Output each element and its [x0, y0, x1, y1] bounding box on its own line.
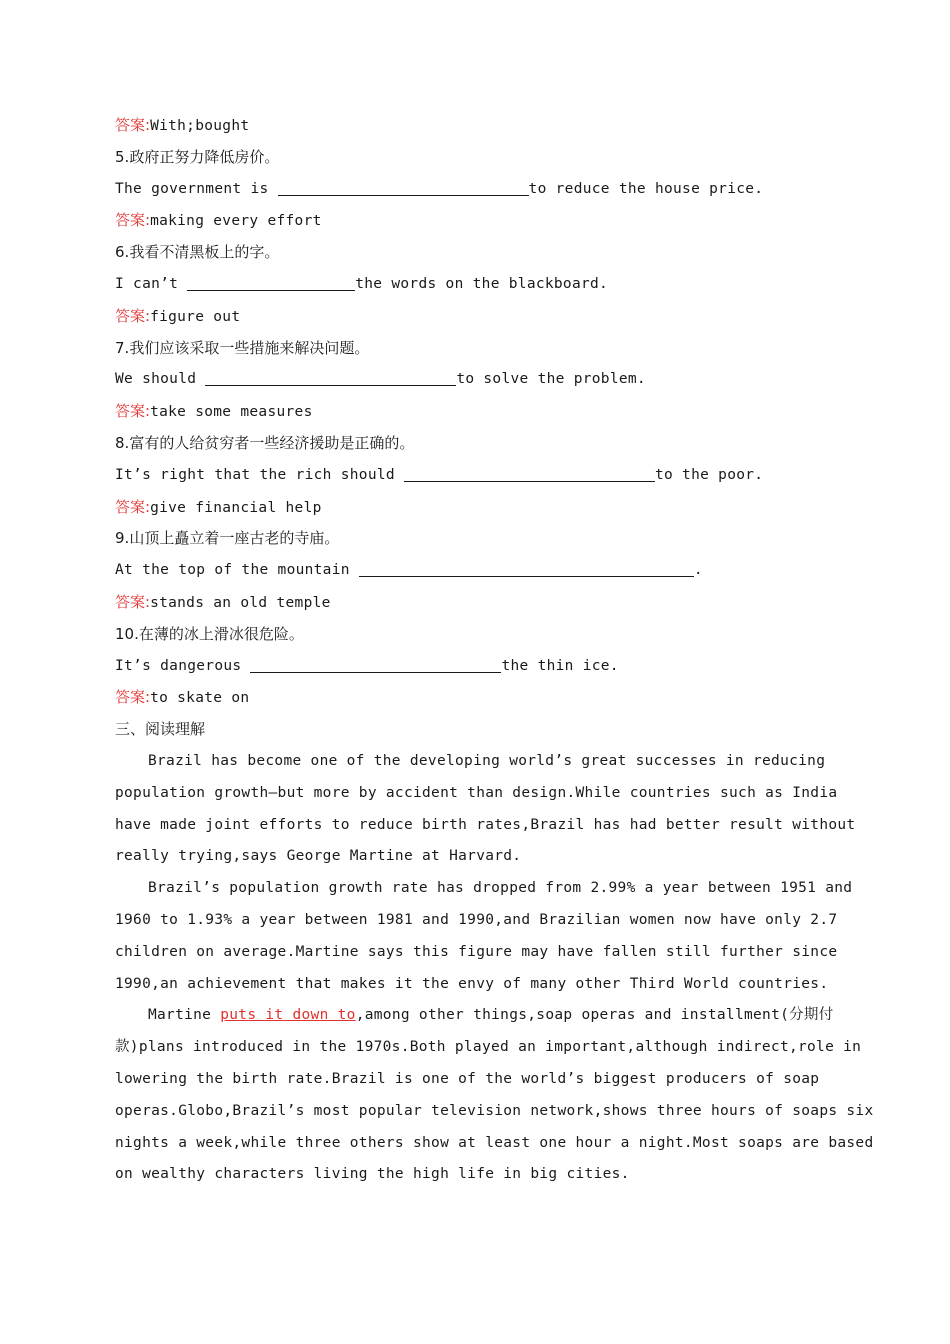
answer-line-4 — [115, 110, 835, 142]
answer-text: figure out — [150, 308, 241, 325]
passage-line: population growth—but more by accident than design.While countries such as India — [115, 784, 838, 801]
question-number: 6. — [115, 243, 130, 262]
question-9-prompt — [115, 523, 835, 555]
answer-text: give financial help — [150, 499, 322, 516]
answer-label: 答案: — [115, 306, 151, 325]
passage-line — [115, 1000, 835, 1032]
answer-label: 答案: — [115, 402, 151, 421]
question-7-answer — [115, 396, 835, 428]
answer-label: 答案: — [115, 592, 151, 611]
passage-line: nights a week,while three others show at least one hour a night.Most soaps are based — [115, 1134, 874, 1151]
question-8-answer — [115, 492, 835, 524]
answer-label: 答案: — [115, 497, 151, 516]
sentence-after: to reduce the house price. — [528, 180, 764, 197]
sentence-after: to the poor. — [654, 466, 764, 483]
passage-line: 1960 to 1.93% a year between 1981 and 1990,and Brazilian women now have only 2.7 — [115, 911, 838, 928]
passage-line: Brazil’s population growth rate has dropped from 2.99% a year between 1951 and — [148, 880, 853, 897]
sentence-after: to solve the problem. — [456, 371, 646, 388]
question-8-prompt — [115, 428, 835, 460]
answer-blank — [359, 558, 694, 577]
question-5-prompt — [115, 142, 835, 174]
question-5-sentence — [115, 174, 835, 206]
passage-line: 款)plans introduced in the 1970s.Both played an important,although indirect,role in — [115, 1039, 862, 1056]
question-10-answer — [115, 682, 835, 714]
passage-line: operas.Globo,Brazil’s most popular television network,shows three hours of soaps six — [115, 1102, 874, 1119]
answer-text: take some measures — [150, 404, 313, 421]
answer-label: 答案: — [115, 688, 151, 707]
passage-text: ,among other things,soap operas and installment(分期付 — [355, 1007, 834, 1024]
answer-text: making every effort — [150, 213, 322, 230]
passage-line: 1990,an achievement that makes it the envy of many other Third World countries. — [115, 975, 829, 992]
question-9-sentence — [115, 555, 835, 587]
question-number: 5. — [115, 147, 130, 166]
answer-label: 答案: — [115, 211, 151, 230]
answer-text: to skate on — [150, 690, 250, 707]
question-7-sentence — [115, 364, 835, 396]
question-6-prompt — [115, 237, 835, 269]
question-chinese: 山顶上矗立着一座古老的寺庙。 — [129, 529, 340, 548]
answer-text: With;bought — [150, 118, 250, 134]
answer-blank — [205, 367, 456, 386]
sentence-before: I can’t — [115, 275, 188, 292]
passage-line: Brazil has become one of the developing world’s great successes in reducing — [148, 752, 826, 769]
question-chinese: 我看不清黑板上的字。 — [129, 243, 280, 262]
answer-blank — [187, 272, 355, 291]
sentence-after: the thin ice. — [501, 657, 619, 674]
sentence-before: The government is — [115, 180, 278, 197]
question-5-answer — [115, 205, 835, 237]
sentence-before: At the top of the mountain — [115, 562, 359, 579]
question-10-prompt — [115, 619, 835, 651]
document-page — [115, 110, 874, 1191]
answer-blank — [404, 463, 655, 482]
question-10-sentence — [115, 651, 835, 683]
question-chinese: 政府正努力降低房价。 — [129, 147, 280, 166]
question-number: 8. — [115, 433, 130, 452]
passage-text: Martine — [148, 1007, 221, 1024]
question-number: 10. — [115, 624, 139, 643]
passage-line: lowering the birth rate.Brazil is one of the world’s biggest producers of soap — [115, 1070, 820, 1087]
question-chinese: 在薄的冰上滑冰很危险。 — [138, 624, 304, 643]
answer-blank — [250, 654, 501, 673]
answer-text: stands an old temple — [150, 594, 331, 611]
passage-line: children on average.Martine says this figure may have fallen still further since — [115, 943, 838, 960]
sentence-before: It’s dangerous — [115, 657, 251, 674]
answer-blank — [278, 177, 529, 196]
answer-label: 答案: — [115, 116, 151, 134]
passage-line: on wealthy characters living the high life in big cities. — [115, 1166, 630, 1183]
question-number: 7. — [115, 338, 130, 357]
sentence-after: the words on the blackboard. — [355, 275, 609, 292]
question-9-answer — [115, 587, 835, 619]
passage-line: really trying,says George Martine at Harvard. — [115, 848, 522, 865]
question-7-prompt — [115, 333, 835, 365]
section-heading: 三、阅读理解 — [115, 720, 206, 739]
question-chinese: 富有的人给贫穷者一些经济援助是正确的。 — [129, 433, 415, 452]
sentence-before: It’s right that the rich should — [115, 466, 404, 483]
sentence-after: . — [693, 562, 703, 579]
sentence-before: We should — [115, 371, 206, 388]
question-number: 9. — [115, 529, 130, 548]
question-8-sentence — [115, 460, 835, 492]
question-6-answer — [115, 301, 835, 333]
question-6-sentence — [115, 269, 835, 301]
passage-line: have made joint efforts to reduce birth rates,Brazil has had better result without — [115, 816, 856, 833]
highlighted-phrase: puts it down to — [220, 1007, 356, 1024]
question-chinese: 我们应该采取一些措施来解决问题。 — [129, 338, 370, 357]
